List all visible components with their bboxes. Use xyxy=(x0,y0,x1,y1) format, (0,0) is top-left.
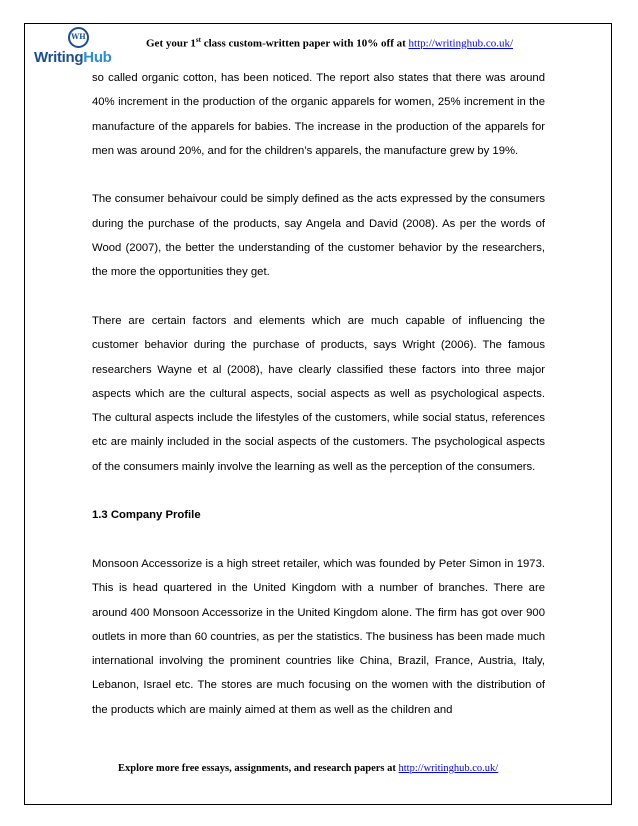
header-suffix: class custom-written paper with 10% off at xyxy=(200,37,409,50)
document-body xyxy=(92,66,545,746)
logo-mark-text: WH xyxy=(71,32,86,41)
footer-text: Explore more free essays, assignments, and research papers at xyxy=(118,763,399,774)
header-link[interactable]: http://writinghub.co.uk/ xyxy=(408,37,514,50)
paragraph-organic-cotton: so called organic cotton, has been noticed. The report also states that there was around 40% increment in the production of the organic apparels for women, 25% increment in the manufacture of the apparels for babies. The increase in the production of the apparels for men was around 20%, and for the children’s apparels, the manufacture grew by 19%. xyxy=(92,72,545,157)
page-footer xyxy=(118,763,598,774)
logo-wordmark xyxy=(34,49,112,66)
logo-word-hub: Hub xyxy=(83,49,112,66)
paragraph-consumer-behaviour: The consumer behaivour could be simply defined as the acts expressed by the consumers during the purchase of the products, say Angela and David (2008). As per the words of Wood (2007), the better the understanding of the customer behavior by the researchers, the more the opportunities they get. xyxy=(92,193,545,279)
paragraph-company-profile: Monsoon Accessorize is a high street retailer, which was founded by Peter Simon in 1973. This is head quartered in the United Kingdom with a number of branches. There are around 400 Monsoon Accessorize in the United Kingdom alone. The firm has got over 900 outlets in more than 60 countries, as per the statistics. The business has been made much international involving the prominent countries like China, Brazil, France, Austria, Italy, Lebanon, Israel etc. The stores are much focusing on the women with the distribution of the products which are mainly aimed at them as well as the children and xyxy=(92,557,545,716)
logo-word-writing: Writing xyxy=(34,49,84,66)
section-heading: 1.3 Company Profile xyxy=(92,509,201,522)
paragraph-factors: There are certain factors and elements which are much capable of influencing the customer behavior during the purchase of products, says Wright (2006). The famous researchers Wayne et al (2008), have clearly classified these factors into three major aspects which are the cultural aspects, social aspects as well as psychological aspects. The cultural aspects include the lifestyles of the customers, while social status, references etc are mainly included in the social aspects of the customers. The psychological aspects of the consumers mainly involve the learning as well as the perception of the consumers. xyxy=(92,314,545,473)
page-header xyxy=(146,36,606,50)
footer-link[interactable]: http://writinghub.co.uk/ xyxy=(398,763,499,774)
header-prefix: Get your 1 xyxy=(146,37,196,50)
logo-mark-icon xyxy=(68,27,89,48)
writinghub-logo[interactable] xyxy=(34,27,124,71)
header-superscript: st xyxy=(195,36,201,44)
